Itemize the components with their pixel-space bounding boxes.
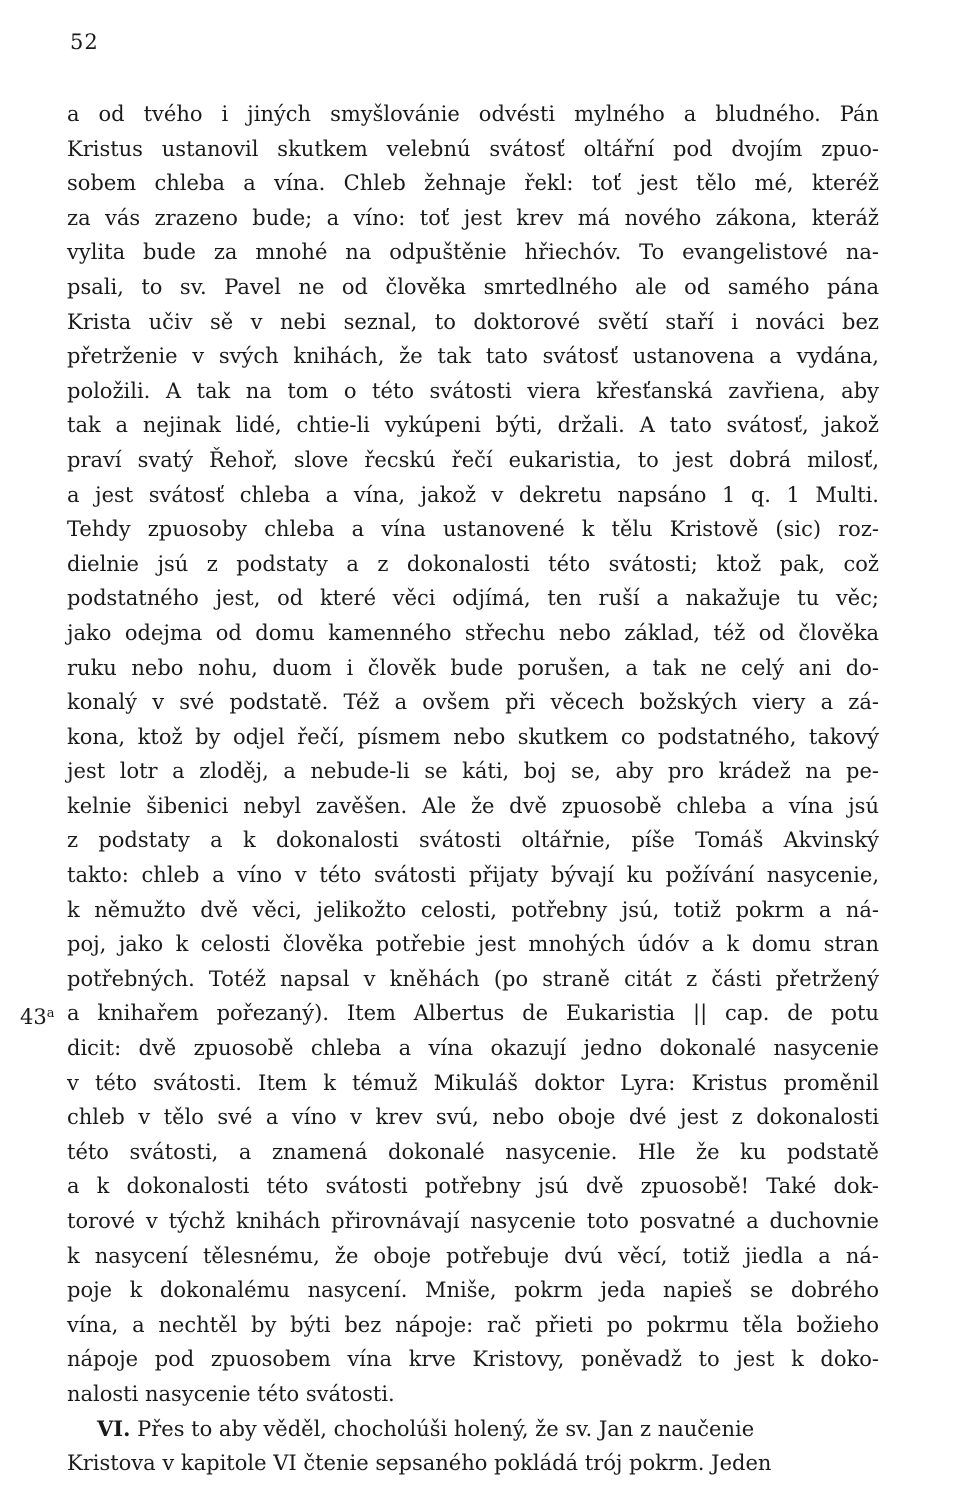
text-line: jako odejma od domu kamenného střechu nebo základ, též od člověka: [67, 620, 879, 645]
text-line: psali, to sv. Pavel ne od člověka smrtedlného ale od samého pána: [67, 274, 879, 299]
text-line: položili. A tak na tom o této svátosti viera křesťanská zavřiena, aby: [67, 378, 879, 403]
text-line: vylita bude za mnohé na odpuštěnie hřiechóv. To evangelistové na-: [67, 240, 879, 265]
text-line: potřebných. Totéž napsal v kněhách (po straně citát z části přetržený: [67, 966, 879, 991]
text-line: Krista učiv sě v nebi seznal, to doktorové světí staří i nováci bez: [67, 309, 879, 334]
text-line: [67, 1412, 879, 1447]
line-text: Přes to aby věděl, chocholúši holený, že sv. Jan z naučenie: [130, 1416, 755, 1441]
margin-note-superscript: a: [46, 1005, 55, 1021]
text-line: kona, ktož by odjel řečí, písmem nebo skutkem co podstatného, takový: [67, 724, 879, 749]
text-line: chleb v tělo své a víno v krev svú, nebo oboje dvé jest z dokonalosti: [67, 1105, 879, 1130]
text-line: k nasycení tělesnému, že oboje potřebuje dvú věcí, totiž jiedla a ná-: [67, 1243, 879, 1268]
text-line: v této svátosti. Item k témuž Mikuláš doktor Lyra: Kristus proměnil: [67, 1070, 879, 1095]
text-line: Kristus ustanovil skutkem velebnú svátosť oltářní pod dvojím zpuo-: [67, 136, 879, 161]
text-line: přetrženie v svých knihách, že tak tato svátosť ustanovena a vydána,: [67, 344, 879, 369]
text-line: poje k dokonalému nasycení. Mniše, pokrm jeda napieš se dobrého: [67, 1278, 879, 1303]
text-line: a jest svátosť chleba a vína, jakož v dekretu napsáno 1 q. 1 Multi.: [67, 482, 879, 507]
text-line: poj, jako k celosti člověka potřebie jest mnohých údóv a k domu stran: [67, 932, 879, 957]
text-line: kelnie šibenici nebyl zavěšen. Ale že dvě zpuosobě chleba a vína jsú: [67, 793, 879, 818]
text-line: tak a nejinak lidé, chtie-li vykúpeni býti, držali. A tato svátosť, jakož: [67, 413, 879, 438]
text-line: nápoje pod zpuosobem vína krve Kristovy, poněvadž to jest k doko-: [67, 1347, 879, 1372]
text-line: sobem chleba a vína. Chleb žehnaje řekl: toť jest tělo mé, kteréž: [67, 171, 879, 196]
page-number: 52: [70, 30, 99, 54]
text-line: nalosti nasycenie této svátosti.: [67, 1381, 395, 1406]
section-marker: VI.: [97, 1415, 131, 1441]
text-line: a od tvého i jiných smyšlovánie odvésti mylného a bludného. Pán: [67, 102, 879, 126]
text-line: za vás zrazeno bude; a víno: toť jest krev má nového zákona, kteráž: [67, 205, 879, 230]
text-line: této svátosti, a znamená dokonalé nasycenie. Hle že ku podstatě: [67, 1139, 879, 1164]
text-line: jest lotr a zloděj, a nebude-li se káti, boj se, aby pro krádež na pe-: [67, 759, 879, 784]
text-line: dicit: dvě zpuosobě chleba a vína okazují jedno dokonalé nasycenie: [67, 1036, 879, 1061]
text-line: takto: chleb a víno v této svátosti přijaty bývají ku požívání nasycenie,: [67, 863, 879, 888]
text-line: dielnie jsú z podstaty a z dokonalosti této svátosti; ktož pak, což: [67, 551, 879, 576]
text-line: z podstaty a k dokonalosti svátosti oltářnie, píše Tomáš Akvinský: [67, 828, 879, 853]
text-line: praví svatý Řehoř, slove řecskú řečí eukaristia, to jest dobrá milosť,: [67, 447, 879, 472]
text-line: torové v týchž knihách přirovnávají nasycenie toto posvatné a duchovnie: [67, 1209, 879, 1233]
body-text: [67, 97, 879, 1481]
text-line: Kristova v kapitole VI čtenie sepsaného pokládá trój pokrm. Jeden: [67, 1451, 772, 1476]
text-line: podstatného jest, od které věci odjímá, ten ruší a nakažuje tu věc;: [67, 586, 879, 611]
margin-note: [20, 997, 55, 1035]
text-line: ruku nebo nohu, duom i člověk bude porušen, a tak ne celý ani do-: [67, 655, 879, 680]
text-line: a k dokonalosti této svátosti potřebny jsú dvě zpuosobě! Také dok-: [67, 1174, 879, 1199]
margin-note-number: 43: [20, 1004, 47, 1029]
text-line: konalý v své podstatě. Též a ovšem při věcech božských viery a zá-: [67, 690, 879, 715]
text-line: vína, a nechtěl by býti bez nápoje: rač přieti po pokrmu těla božieho: [67, 1312, 879, 1337]
text-line: a knihařem pořezaný). Item Albertus de Eukaristia || cap. de potu: [67, 1001, 879, 1026]
text-line: k němužto dvě věci, jelikožto celosti, potřebny jsú, totiž pokrm a ná-: [67, 897, 879, 922]
text-line: Tehdy zpuosoby chleba a vína ustanovené k tělu Kristově (sic) roz-: [67, 517, 879, 542]
